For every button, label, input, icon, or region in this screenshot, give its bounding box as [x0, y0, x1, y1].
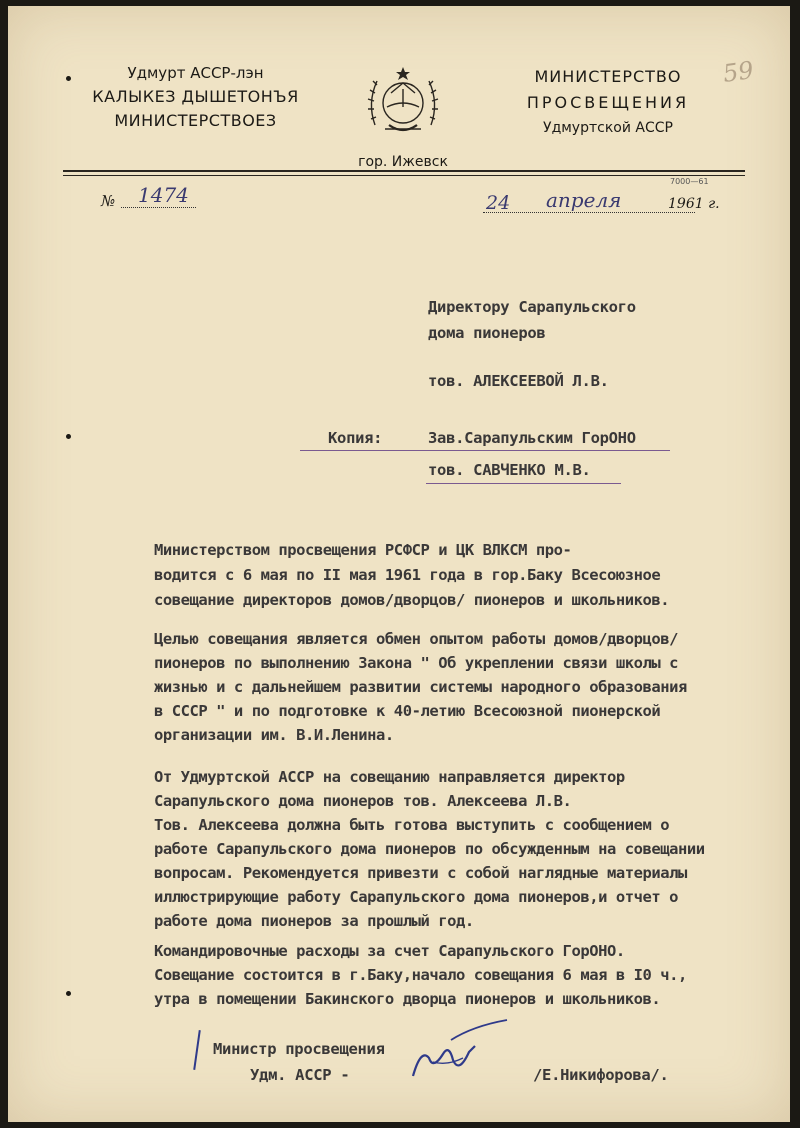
copy-underline-2: [426, 483, 621, 485]
recipient-line-2: дома пионеров: [428, 324, 546, 342]
body-line-5: пионеров по выполнению Закона " Об укреплении связи школы с: [154, 654, 679, 672]
header-ministry-title: [493, 64, 723, 140]
date-year: 1961 г.: [668, 196, 720, 212]
header-udmurt-title: [68, 61, 323, 133]
header-left-line-2: КАЛЫКЕЗ ДЫШЕТОНЪЯ: [92, 87, 299, 106]
body-line-18: утра в помещении Бакинского дворца пионеров и школьников.: [154, 990, 661, 1008]
body-line-2: водится с 6 мая по II мая 1961 года в гор.Баку Всесоюзное: [154, 566, 661, 584]
archive-mark: 59: [721, 56, 756, 88]
date-underline: [483, 212, 695, 213]
coat-of-arms-icon: [363, 63, 443, 143]
copy-line-2: тов. САВЧЕНКО М.В.: [428, 461, 591, 479]
header-left-line-3: МИНИСТЕРСТВОЕЗ: [114, 111, 277, 130]
handwritten-signature-icon: [403, 1018, 513, 1088]
recipient-line-1: Директору Сарапульского: [428, 298, 636, 316]
binding-hole: [66, 434, 71, 439]
body-line-1: Министерством просвещения РСФСР и ЦК ВЛКСМ про-: [154, 541, 572, 559]
recipient-name: тов. АЛЕКСЕЕВОЙ Л.В.: [428, 372, 609, 390]
date-day: 24: [486, 192, 511, 214]
body-line-14: иллюстрирующие работу Сарапульского дома пионеров,и отчет о: [154, 888, 679, 906]
header-right-line-1: МИНИСТЕРСТВО: [534, 67, 682, 86]
signature-title-2: Удм. АССР -: [250, 1066, 350, 1084]
body-line-12: работе Сарапульского дома пионеров по обсужденным на совещании: [154, 840, 705, 858]
body-line-7: в СССР " и по подготовке к 40-летию Всесоюзной пионерской: [154, 702, 661, 720]
header-rule-thin: [63, 175, 745, 176]
body-line-9: От Удмуртской АССР на совещанию направляется директор: [154, 768, 625, 786]
body-line-10: Сарапульского дома пионеров тов. Алексеева Л.В.: [154, 792, 572, 810]
document-page: [8, 6, 790, 1122]
body-line-11: Тов. Алексеева должна быть готова выступить с сообщением о: [154, 816, 670, 834]
copy-line-1: Зав.Сарапульским ГорОНО: [428, 429, 636, 447]
print-note: 7000—61: [670, 177, 709, 186]
body-line-3: совещание директоров домов/дворцов/ пионеров и школьников.: [154, 591, 670, 609]
body-line-17: Совещание состоится в г.Баку,начало совещания 6 мая в I0 ч.,: [154, 966, 687, 984]
date-month: апреля: [546, 188, 622, 212]
city-label: гор. Ижевск: [358, 154, 448, 170]
header-right-line-2: ПРОСВЕЩЕНИЯ: [526, 93, 690, 112]
header-left-line-1: Удмурт АССР-лэн: [127, 64, 264, 82]
header-right-line-3: Удмуртской АССР: [543, 120, 673, 136]
document-number: 1474: [138, 183, 189, 207]
body-line-16: Командировочные расходы за счет Сарапульского ГорОНО.: [154, 942, 625, 960]
body-line-15: работе дома пионеров за прошлый год.: [154, 912, 474, 930]
number-label: №: [101, 192, 116, 210]
copy-label: Копия:: [328, 429, 383, 447]
signature-margin-mark: [193, 1030, 201, 1070]
body-line-6: жизнью и с дальнейшем развитии системы народного образования: [154, 678, 687, 696]
signatory-name: /Е.Никифорова/.: [533, 1066, 669, 1084]
signature-title-1: Министр просвещения: [213, 1040, 385, 1058]
number-underline: [121, 207, 196, 208]
binding-hole: [66, 991, 71, 996]
body-line-4: Целью совещания является обмен опытом работы домов/дворцов/: [154, 630, 679, 648]
body-line-8: организации им. В.И.Ленина.: [154, 726, 394, 744]
body-line-13: вопросам. Рекомендуется привезти с собой наглядные материалы: [154, 864, 687, 882]
copy-underline-1: [300, 450, 670, 452]
binding-hole: [66, 76, 71, 81]
header-rule: [63, 170, 745, 172]
